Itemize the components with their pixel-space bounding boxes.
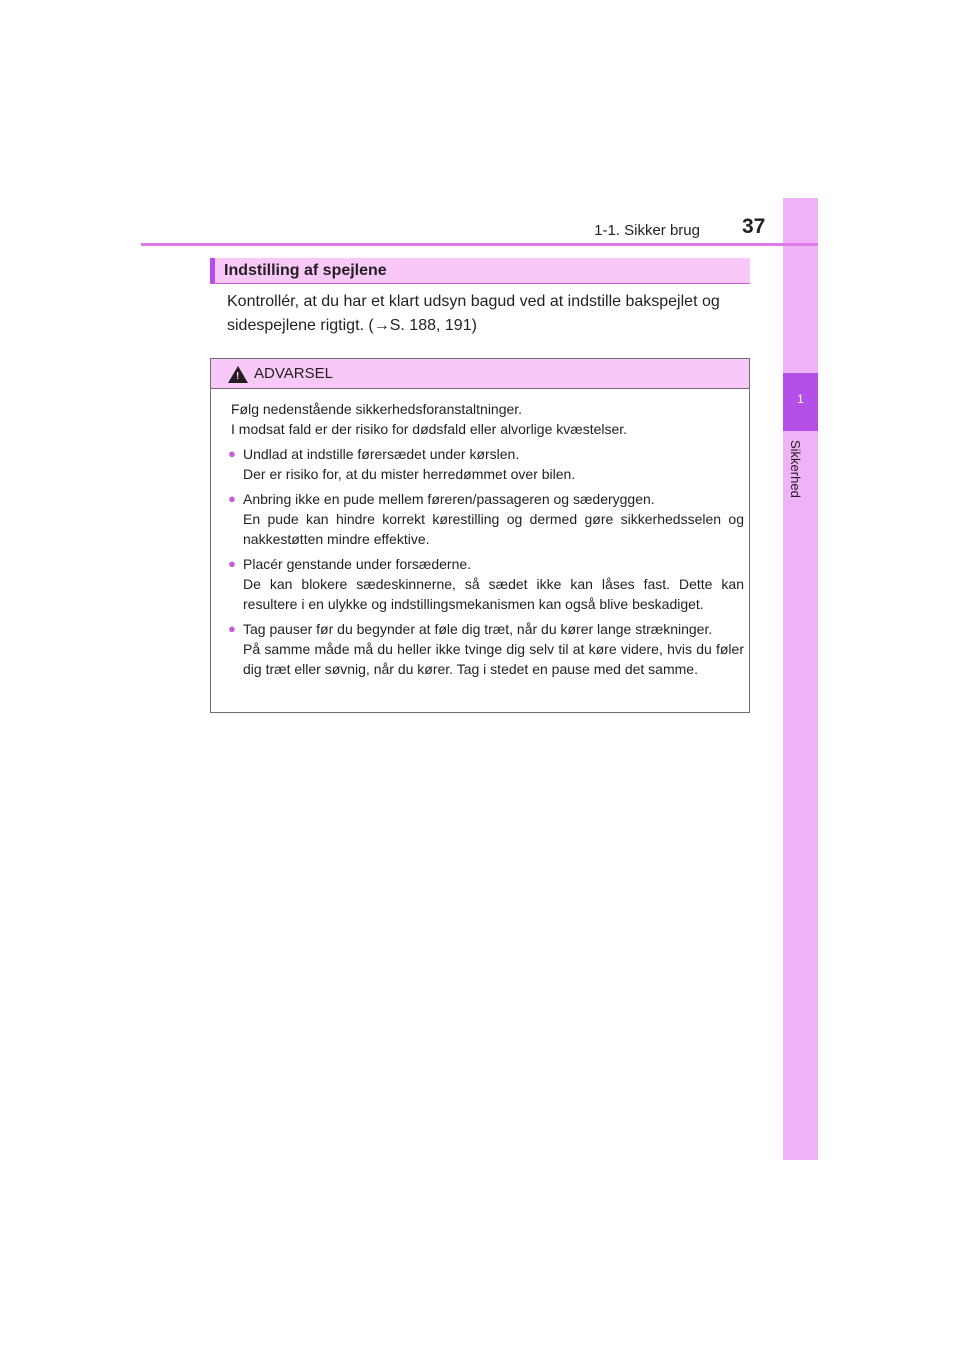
warning-intro: Følg nedenstående sikkerhedsforanstaltninger. I modsat fald er der risiko for dødsfald eller alvorlige kvæstelser. bbox=[231, 401, 628, 437]
warning-box bbox=[210, 358, 750, 713]
chapter-label: Sikkerhed bbox=[788, 440, 803, 498]
warning-body bbox=[231, 399, 744, 684]
section-title-bar bbox=[210, 258, 750, 284]
section-intro: Kontrollér, at du har et klart udsyn bagud ved at indstille bakspejlet og sidespejlene rigtigt. (→S. 188, 191) bbox=[227, 293, 720, 334]
warning-bullet: ● Anbring ikke en pude mellem føreren/passageren og sæderyggen. En pude kan hindre korrekt kørestilling og dermed gøre sikkerhedsselen og nakkestøtten mindre effektive. bbox=[231, 489, 744, 549]
section-title: Indstilling af spejlene bbox=[224, 262, 387, 279]
warning-header bbox=[211, 359, 749, 389]
warning-title: ADVARSEL bbox=[254, 365, 333, 382]
chapter-number: 1 bbox=[797, 392, 804, 406]
chapter-side-tab bbox=[783, 198, 818, 1160]
header-rule bbox=[141, 243, 818, 246]
warning-bullet: ● Placér genstande under forsæderne. De kan blokere sædeskinnerne, så sædet ikke kan låses fast. Dette kan resultere i en ulykke og indstillingsmekanismen kan også blive beskadiget. bbox=[231, 554, 744, 614]
warning-triangle-icon: ! bbox=[228, 366, 248, 383]
header-section: 1-1. Sikker brug bbox=[594, 222, 700, 239]
page-number: 37 bbox=[742, 215, 766, 238]
warning-bullet: ● Undlad at indstille førersædet under kørslen. Der er risiko for, at du mister herredømmet over bilen. bbox=[231, 444, 744, 484]
warning-bullet: ● Tag pauser før du begynder at føle dig træt, når du kører lange strækninger. På samme måde må du heller ikke tvinge dig selv til at køre videre, hvis du føler dig træt eller søvnig, når du kører. Tag i stedet en pause med det samme. bbox=[231, 619, 744, 679]
